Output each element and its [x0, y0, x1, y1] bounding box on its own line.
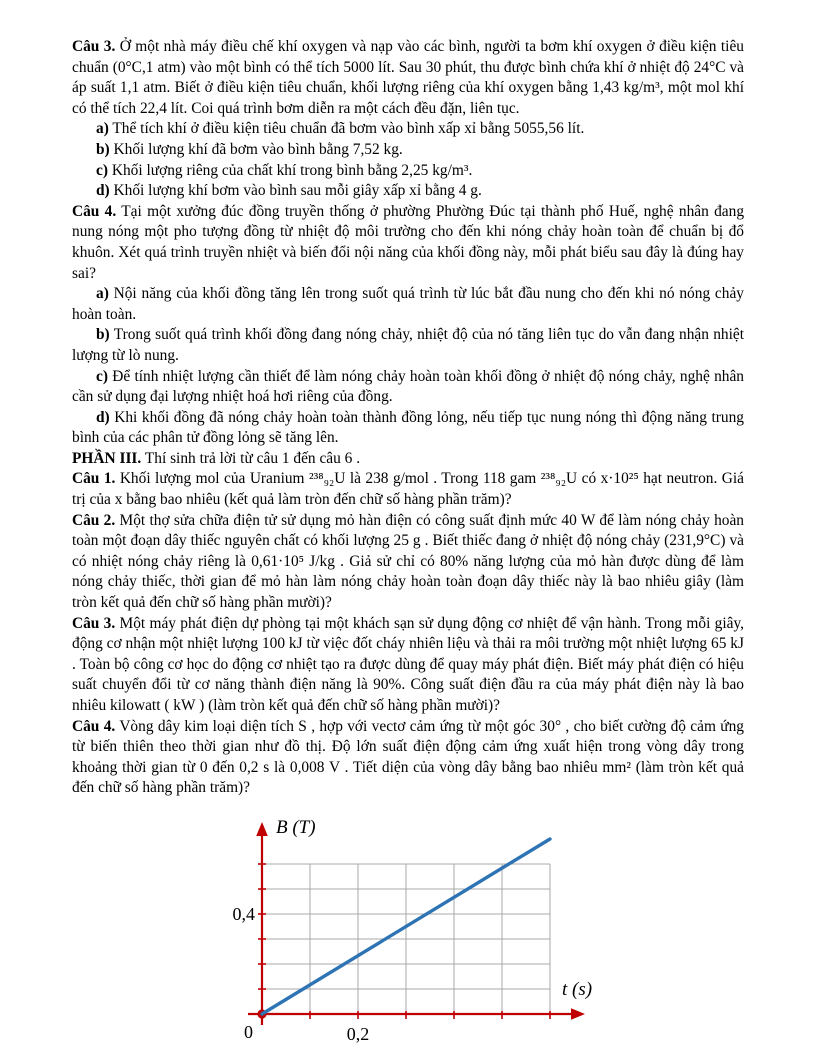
statement-label: b)	[96, 326, 110, 344]
chart-figure	[222, 809, 642, 1056]
statement-text: Khối lượng riêng của chất khí trong bình bằng 2,25 kg/m³.	[111, 161, 473, 179]
question-text: Một máy phát điện dự phòng tại một khách sạn sử dụng động cơ nhiệt để vận hành. Trong mỗi giây, động cơ nhận một nhiệt lượng 100 kJ từ việc đốt cháy nhiên liệu và thải ra môi trường một nhiệt lượng 65 kJ . Toàn bộ công cơ học do động cơ nhiệt tạo ra được dùng để quay máy phát điện. Biết máy phát điện có hiệu suất chuyển đổi từ cơ năng thành điện năng là 90%. Công suất điện đầu ra của máy phát điện này là bao nhiêu kilowatt ( kW ) (làm tròn kết quả đến chữ số hàng phần mười)?	[72, 614, 745, 714]
statement-label: a)	[96, 285, 109, 303]
question-part3-cau3	[72, 614, 744, 717]
question-part2-cau4	[72, 202, 744, 284]
statement-text: Khối lượng khí bơm vào bình sau mỗi giây xấp xỉ bằng 4 g.	[113, 182, 482, 200]
statement-b	[72, 140, 744, 161]
origin-label: 0	[244, 1021, 253, 1042]
y-axis-label: B (T)	[276, 816, 316, 838]
statement-label: d)	[96, 182, 110, 200]
statement-label: c)	[96, 367, 108, 385]
chart-grid	[262, 864, 550, 1014]
statement-text: Trong suốt quá trình khối đồng đang nóng chảy, nhiệt độ của nó tăng liên tục do vẫn đang nhận nhiệt lượng từ lò nung.	[72, 326, 744, 364]
question-label: Câu 2.	[72, 511, 116, 529]
question-text: Tại một xưởng đúc đồng truyền thống ở phường Phường Đúc tại thành phố Huế, nghệ nhân đang nung nóng một pho tượng đồng từ nhiệt độ môi trường cho đến khi nóng chảy hoàn toàn để chuẩn bị đổ khuôn. Xét quá trình truyền nhiệt và biến đổi nội năng của khối đồng này, mỗi phát biểu sau đây là đúng hay sai?	[72, 202, 745, 282]
chart-labels	[233, 817, 593, 1044]
statement-d	[72, 408, 744, 449]
b-t-chart	[222, 809, 642, 1056]
chart-axes	[248, 822, 585, 1025]
question-label: Câu 4.	[72, 717, 116, 735]
part3-header	[72, 449, 744, 470]
x-axis-arrow-icon	[571, 1008, 585, 1020]
y-axis-arrow-icon	[256, 822, 268, 836]
question-part3-cau4	[72, 717, 744, 799]
question-text: Ở một nhà máy điều chế khí oxygen và nạp vào các bình, người ta bơm khí oxygen ở điều kiện tiêu chuẩn (0°C,1 atm) vào một bình có thể tích 5000 lít. Sau 30 phút, thu được bình chứa khí ở nhiệt độ 24°C và áp suất 1,1 atm. Biết ở điều kiện tiêu chuẩn, khối lượng riêng của khí oxygen bằng 1,43 kg/m³, một mol khí có thể tích 22,4 lít. Coi quá trình bơm diễn ra một cách đều đặn, liên tục.	[72, 38, 744, 117]
statement-b	[72, 325, 744, 366]
statement-c	[72, 367, 744, 408]
statement-label: a)	[96, 120, 109, 138]
statement-text: Để tính nhiệt lượng cần thiết để làm nóng chảy hoàn toàn khối đồng ở nhiệt độ nóng chảy, nghệ nhân cần sử dụng đại lượng nhiệt hoá hơi riêng của đồng.	[72, 367, 744, 406]
question-text: Vòng dây kim loại diện tích S , hợp với vectơ cảm ứng từ một góc 30° , cho biết cường độ cảm ứng từ biến thiên theo thời gian như đồ thị. Độ lớn suất điện động cảm ứng xuất hiện trong vòng dây trong khoảng thời gian từ 0 đến 0,2 s là 0,008 V . Tiết diện của vòng dây bằng bao nhiêu mm² (làm tròn kết quả đến chữ số hàng phần trăm)?	[72, 717, 745, 797]
x-tick-label: 0,2	[346, 1023, 370, 1044]
question-part2-cau3	[72, 37, 744, 119]
question-part3-cau1	[72, 469, 744, 510]
question-label: Câu 3.	[72, 38, 116, 55]
statement-text: Khi khối đồng đã nóng chảy hoàn toàn thành đồng lỏng, nếu tiếp tục nung nóng thì động năng trung bình của các phân tử đồng lỏng sẽ tăng lên.	[72, 408, 744, 447]
statement-a	[72, 284, 744, 325]
question-label: Câu 3.	[72, 614, 116, 632]
question-label: Câu 1.	[72, 470, 116, 488]
question-text: Một thợ sửa chữa điện tử sử dụng mỏ hàn điện có công suất định mức 40 W để làm nóng chảy hoàn toàn một đoạn dây thiếc nguyên chất có khối lượng 25 g . Biết thiếc đang ở nhiệt độ nóng chảy (231,9°C) và có nhiệt nóng chảy riêng là 0,61·10⁵ J/kg . Giả sử chỉ có 80% năng lượng của mỏ hàn được dùng để làm nóng chảy thiếc, thời gian để mỏ hàn làm nóng chảy hoàn toàn đoạn dây thiếc này là bao nhiêu giây (làm tròn kết quả đến chữ số hàng phần mười)?	[72, 511, 744, 612]
question-label: Câu 4.	[72, 202, 117, 220]
statement-text: Khối lượng khí đã bơm vào bình bằng 7,52 kg.	[113, 140, 403, 158]
statement-text: Nội năng của khối đồng tăng lên trong suốt quá trình từ lúc bắt đầu nung cho đến khi nó nóng chảy hoàn toàn.	[72, 285, 744, 323]
question-part3-cau2	[72, 511, 744, 614]
statement-label: d)	[96, 408, 110, 426]
statement-c	[72, 161, 744, 182]
part3-instruction: Thí sinh trả lời từ câu 1 đến câu 6 .	[144, 449, 361, 467]
statement-text: Thể tích khí ở điều kiện tiêu chuẩn đã bơm vào bình xấp xỉ bằng 5055,56 lít.	[112, 120, 585, 138]
question-text: Khối lượng mol của Uranium ²³⁸₉₂U là 238 g/mol . Trong 118 gam ²³⁸₉₂U có x·10²⁵ hạt neutron. Giá trị của x bằng bao nhiêu (kết quả làm tròn đến chữ số hàng phần trăm)?	[72, 470, 744, 509]
statement-a	[72, 119, 744, 140]
statement-label: c)	[96, 161, 108, 179]
part3-label: PHẦN III.	[72, 449, 142, 467]
y-tick-label: 0,4	[232, 903, 255, 924]
statement-label: b)	[96, 140, 110, 158]
x-axis-label: t (s)	[562, 978, 593, 1000]
chart-ticks	[258, 864, 550, 1019]
statement-d	[72, 181, 744, 202]
